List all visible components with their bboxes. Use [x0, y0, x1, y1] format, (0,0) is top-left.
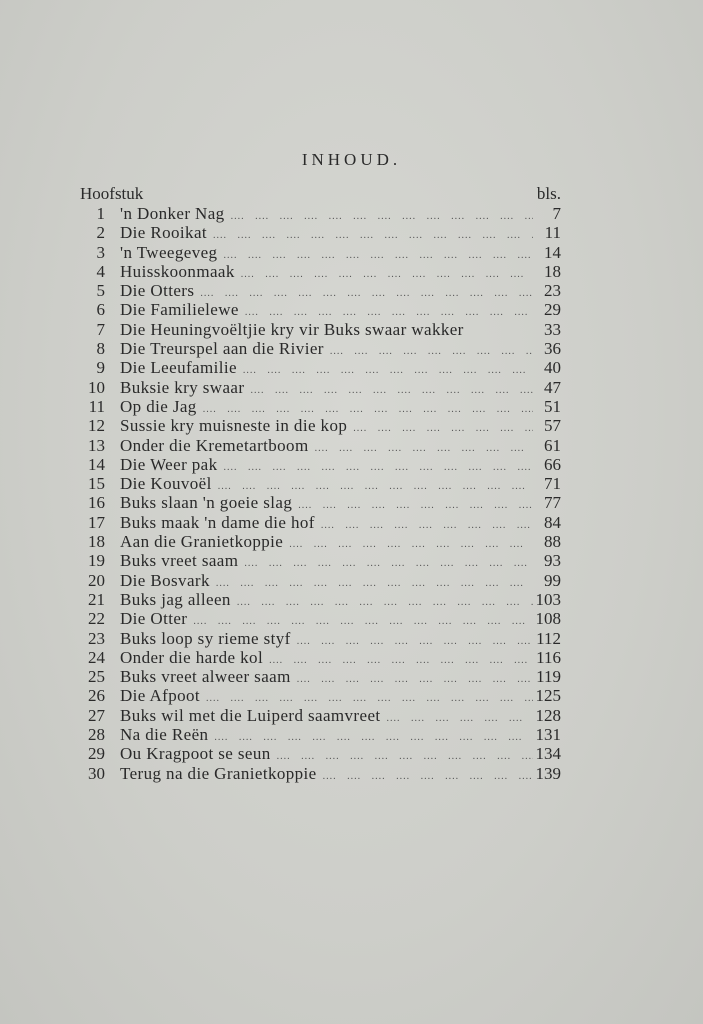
dot-leader — [291, 632, 533, 648]
page-number: 139 — [535, 763, 561, 783]
dot-leader — [210, 574, 533, 590]
toc-entry — [80, 378, 561, 397]
page-number: 14 — [544, 242, 561, 262]
toc-entry — [80, 204, 561, 223]
chapter-title: Onder die harde kol — [120, 647, 264, 667]
chapter-title: Buks loop sy rieme styf — [120, 628, 291, 648]
toc-entry — [80, 223, 561, 242]
chapter-number: 12 — [88, 416, 105, 436]
chapter-title: Die Otter — [120, 609, 188, 629]
page-number: 134 — [535, 744, 561, 764]
page-number: 7 — [552, 204, 561, 223]
chapter-title: Die Kouvoël — [120, 474, 212, 494]
chapter-number: 11 — [88, 396, 105, 416]
chapter-title: Die Heuningvoëltjie kry vir Buks swaar wakker — [120, 319, 464, 339]
dot-leader — [231, 593, 533, 609]
page-number: 88 — [544, 532, 561, 552]
toc-entry — [80, 455, 561, 474]
toc-entry — [80, 706, 561, 725]
chapter-number: 19 — [88, 551, 105, 571]
chapter-title: Buksie kry swaar — [120, 377, 245, 397]
chapter-title: Buks jag alleen — [120, 589, 231, 609]
chapter-title: Die Weer pak — [120, 454, 218, 474]
dot-leader — [235, 265, 533, 281]
dot-leader — [239, 303, 533, 319]
page-number: 112 — [536, 628, 561, 648]
page-number: 66 — [544, 454, 561, 474]
dot-leader — [197, 400, 533, 416]
dot-leader — [200, 689, 533, 705]
page-number: 77 — [544, 493, 561, 513]
page-number: 119 — [536, 667, 561, 687]
chapter-number: 17 — [88, 512, 105, 532]
chapter-title: Buks vreet alweer saam — [120, 667, 291, 687]
chapter-title: Buks slaan 'n goeie slag — [120, 493, 293, 513]
chapter-number: 4 — [96, 261, 105, 281]
chapter-title: Op die Jag — [120, 396, 197, 416]
toc-entry — [80, 262, 561, 281]
toc-entry — [80, 397, 561, 416]
chapter-title: Die Otters — [120, 281, 195, 301]
page-number: 61 — [544, 435, 561, 455]
page-title: INHOUD. — [301, 150, 402, 169]
chapter-number: 1 — [96, 204, 105, 223]
chapter-number: 16 — [88, 493, 105, 513]
page-number: 47 — [544, 377, 561, 397]
page-number: 108 — [535, 609, 561, 629]
chapter-title: 'n Donker Nag — [120, 204, 225, 223]
chapter-number: 3 — [96, 242, 105, 262]
toc-entry — [80, 744, 561, 763]
toc-entry — [80, 764, 561, 783]
chapter-title: Die Bosvark — [120, 570, 210, 590]
chapter-number: 25 — [88, 667, 105, 687]
page-number: 116 — [536, 647, 561, 667]
toc-header — [80, 184, 561, 204]
chapter-number: 18 — [88, 532, 105, 552]
toc-entry — [80, 243, 561, 262]
toc-entry — [80, 725, 561, 744]
dot-leader — [217, 246, 533, 262]
dot-leader — [263, 651, 533, 667]
toc-entry — [80, 474, 561, 493]
chapter-title: 'n Tweegeveg — [120, 242, 218, 262]
dot-leader — [381, 709, 533, 725]
table-of-contents — [80, 184, 561, 783]
page-number: 128 — [535, 705, 561, 725]
toc-entry — [80, 590, 561, 609]
chapter-number: 13 — [88, 435, 105, 455]
chapter-number: 15 — [88, 474, 105, 494]
chapter-number: 29 — [88, 744, 105, 764]
dot-leader — [212, 477, 533, 493]
toc-entry — [80, 513, 561, 532]
page-header: bls. — [536, 184, 561, 203]
chapter-number: 2 — [96, 223, 105, 243]
page-number: 93 — [544, 551, 561, 571]
dot-leader — [283, 535, 533, 551]
chapter-title: Buks vreet saam — [120, 551, 239, 571]
chapter-number: 22 — [88, 609, 105, 629]
chapter-header: Hoofstuk — [80, 184, 144, 203]
toc-entry — [80, 300, 561, 319]
dot-leader — [347, 419, 533, 435]
chapter-number: 5 — [96, 281, 105, 301]
chapter-title: Die Leeufamilie — [120, 358, 237, 378]
chapter-title: Terug na die Granietkoppie — [120, 763, 317, 783]
toc-entry — [80, 571, 561, 590]
chapter-number: 10 — [88, 377, 105, 397]
page-number: 23 — [544, 281, 561, 301]
chapter-number: 21 — [88, 589, 105, 609]
dot-leader — [207, 226, 533, 242]
page-number: 131 — [535, 725, 561, 745]
toc-entry — [80, 609, 561, 628]
toc-entry — [80, 686, 561, 705]
toc-entry — [80, 358, 561, 377]
chapter-number: 28 — [88, 725, 105, 745]
page-number: 36 — [544, 339, 561, 359]
toc-entry — [80, 551, 561, 570]
toc-entry — [80, 648, 561, 667]
chapter-number: 7 — [96, 319, 105, 339]
chapter-title: Buks maak 'n dame die hof — [120, 512, 315, 532]
page-number: 51 — [544, 396, 561, 416]
toc-entry — [80, 629, 561, 648]
chapter-number: 24 — [88, 647, 105, 667]
chapter-number: 26 — [88, 686, 105, 706]
chapter-title: Ou Kragpoot se seun — [120, 744, 271, 764]
toc-entry — [80, 339, 561, 358]
dot-leader — [317, 767, 533, 783]
page-number: 84 — [544, 512, 561, 532]
toc-entry — [80, 532, 561, 551]
dot-leader — [324, 342, 533, 358]
chapter-number: 8 — [96, 339, 105, 359]
chapter-title: Buks wil met die Luiperd saamvreet — [120, 705, 381, 725]
page-number: 103 — [535, 589, 561, 609]
page-number: 125 — [535, 686, 561, 706]
chapter-title: Sussie kry muisneste in die kop — [120, 416, 348, 436]
dot-leader — [238, 554, 533, 570]
chapter-number: 9 — [96, 358, 105, 378]
dot-leader — [194, 284, 533, 300]
toc-entry — [80, 667, 561, 686]
chapter-title: Die Treurspel aan die Rivier — [120, 339, 324, 359]
page-number: 29 — [544, 300, 561, 320]
chapter-number: 20 — [88, 570, 105, 590]
page-number: 33 — [544, 319, 561, 339]
chapter-title: Onder die Kremetartboom — [120, 435, 309, 455]
dot-leader — [292, 496, 533, 512]
page-number: 18 — [544, 261, 561, 281]
chapter-number: 14 — [88, 454, 105, 474]
dot-leader — [225, 207, 533, 223]
chapter-number: 6 — [96, 300, 105, 320]
dot-leader — [309, 439, 533, 455]
dot-leader — [187, 612, 533, 628]
chapter-title: Die Familielewe — [120, 300, 239, 320]
dot-leader — [237, 361, 533, 377]
chapter-title: Aan die Granietkoppie — [120, 532, 284, 552]
toc-entry — [80, 320, 561, 339]
dot-leader — [218, 458, 533, 474]
page-number: 57 — [544, 416, 561, 436]
chapter-title: Die Rooikat — [120, 223, 208, 243]
page-number: 11 — [544, 223, 561, 243]
toc-entry — [80, 281, 561, 300]
dot-leader — [271, 747, 533, 763]
chapter-number: 23 — [88, 628, 105, 648]
dot-leader — [291, 670, 533, 686]
page-number: 40 — [544, 358, 561, 378]
dot-leader — [244, 381, 533, 397]
toc-entry — [80, 436, 561, 455]
page-number: 71 — [544, 474, 561, 494]
dot-leader — [315, 516, 533, 532]
toc-entry — [80, 493, 561, 512]
chapter-number: 27 — [88, 705, 105, 725]
chapter-title: Na die Reën — [120, 725, 209, 745]
toc-entry — [80, 416, 561, 435]
chapter-number: 30 — [88, 763, 105, 783]
page-number: 99 — [544, 570, 561, 590]
chapter-title: Die Afpoot — [120, 686, 201, 706]
toc-entries — [80, 204, 561, 783]
chapter-title: Huisskoonmaak — [120, 261, 235, 281]
dot-leader — [208, 728, 533, 744]
